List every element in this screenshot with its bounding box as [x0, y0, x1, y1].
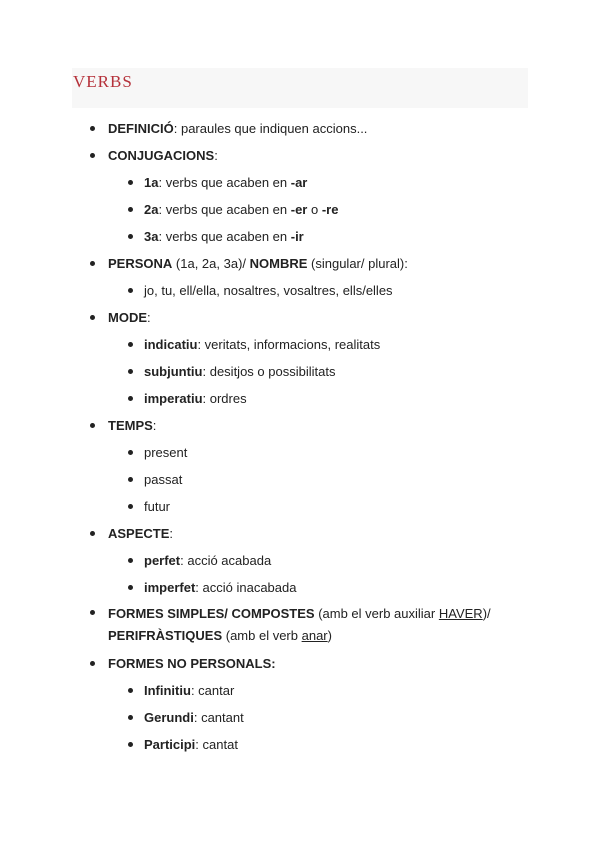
bullet-icon: [128, 715, 133, 720]
conjugacio-text: : verbs que acaben en: [158, 175, 291, 190]
list-item-gerundi: [0, 704, 600, 731]
bullet-icon: [90, 153, 95, 158]
mode-term: imperatiu: [144, 391, 203, 406]
aspecte-term: perfet: [144, 553, 181, 568]
temps-value: passat: [144, 472, 183, 487]
conjugacio-text: : verbs que acaben en: [158, 202, 291, 217]
list-item-indicatiu: [0, 331, 600, 358]
aspecte-colon: :: [169, 526, 174, 541]
conjugacio-num: 3a: [144, 229, 159, 244]
list-item-aspecte: [0, 520, 600, 547]
no-personal-text: : cantar: [190, 683, 235, 698]
conjugacio-ending: -ir: [290, 229, 304, 244]
haver-link[interactable]: HAVER: [438, 606, 483, 621]
formes-label: FORMES SIMPLES/ COMPOSTES: [108, 606, 315, 621]
list-item-formes: [0, 601, 600, 650]
conjugacio-num: 1a: [144, 175, 159, 190]
definicio-label: DEFINICIÓ: [108, 121, 174, 136]
page-title: VERBS: [73, 72, 133, 91]
bullet-icon: [128, 688, 133, 693]
list-item-definicio: [0, 115, 600, 142]
list-item-subjuntiu: [0, 358, 600, 385]
mode-text: : veritats, informacions, realitats: [197, 337, 381, 352]
bullet-icon: [128, 504, 133, 509]
bullet-icon: [128, 369, 133, 374]
verbs-list: [0, 115, 600, 758]
nombre-label: NOMBRE: [249, 256, 308, 271]
temps-value: futur: [144, 499, 171, 514]
no-personal-term: Infinitiu: [144, 683, 191, 698]
list-item-conjugacio-1: [0, 169, 600, 196]
no-personal-text: : cantant: [193, 710, 244, 725]
bullet-icon: [90, 661, 95, 666]
list-item-persones: [0, 277, 600, 304]
list-item-infinitiu: [0, 677, 600, 704]
bullet-icon: [90, 261, 95, 266]
list-item-passat: [0, 466, 600, 493]
no-personals-label: FORMES NO PERSONALS:: [108, 656, 276, 671]
bullet-icon: [90, 126, 95, 131]
list-item-conjugacio-3: [0, 223, 600, 250]
aspecte-term: imperfet: [144, 580, 196, 595]
bullet-icon: [128, 342, 133, 347]
perifrastiques-text: (amb el verb: [222, 628, 302, 643]
no-personal-term: Gerundi: [144, 710, 194, 725]
bullet-icon: [90, 315, 95, 320]
list-item-futur: [0, 493, 600, 520]
bullet-icon: [128, 450, 133, 455]
mode-term: indicatiu: [144, 337, 198, 352]
conjugacio-or: o: [307, 202, 322, 217]
persona-label: PERSONA: [108, 256, 173, 271]
persona-text: (1a, 2a, 3a)/: [172, 256, 250, 271]
list-item-persona: [0, 250, 600, 277]
temps-label: TEMPS: [108, 418, 153, 433]
temps-value: present: [144, 445, 188, 460]
bullet-icon: [128, 234, 133, 239]
bullet-icon: [128, 585, 133, 590]
list-item-conjugacions: [0, 142, 600, 169]
mode-text: : ordres: [202, 391, 247, 406]
perifrastiques-close: ): [327, 628, 332, 643]
temps-colon: :: [152, 418, 157, 433]
list-item-present: [0, 439, 600, 466]
list-item-no-personals: [0, 650, 600, 677]
mode-label: MODE: [108, 310, 147, 325]
anar-link[interactable]: anar: [301, 628, 328, 643]
aspecte-label: ASPECTE: [108, 526, 170, 541]
conjugacions-colon: :: [214, 148, 218, 163]
conjugacio-text: : verbs que acaben en: [158, 229, 291, 244]
list-item-temps: [0, 412, 600, 439]
mode-text: : desitjos o possibilitats: [202, 364, 336, 379]
list-item-imperfet: [0, 574, 600, 601]
conjugacio-ending: -er: [290, 202, 308, 217]
no-personal-text: : cantat: [195, 737, 238, 752]
aspecte-text: : acció acabada: [180, 553, 272, 568]
definicio-text: : paraules que indiquen accions...: [173, 121, 368, 136]
no-personal-term: Participi: [144, 737, 196, 752]
mode-colon: :: [147, 310, 151, 325]
bullet-icon: [90, 610, 95, 615]
bullet-icon: [128, 558, 133, 563]
conjugacio-ending: -ar: [290, 175, 308, 190]
formes-sep: )/: [482, 606, 491, 621]
nombre-text: (singular/ plural):: [307, 256, 408, 271]
bullet-icon: [128, 180, 133, 185]
list-item-conjugacio-2: [0, 196, 600, 223]
bullet-icon: [128, 396, 133, 401]
aspecte-text: : acció inacabada: [195, 580, 297, 595]
bullet-icon: [90, 423, 95, 428]
bullet-icon: [128, 288, 133, 293]
list-item-participi: [0, 731, 600, 758]
list-item-perfet: [0, 547, 600, 574]
bullet-icon: [90, 531, 95, 536]
persones-text: jo, tu, ell/ella, nosaltres, vosaltres, ells/elles: [144, 283, 393, 298]
bullet-icon: [128, 477, 133, 482]
bullet-icon: [128, 207, 133, 212]
perifrastiques-label: PERIFRÀSTIQUES: [108, 628, 223, 643]
conjugacions-label: CONJUGACIONS: [108, 148, 215, 163]
list-item-mode: [0, 304, 600, 331]
bullet-icon: [128, 742, 133, 747]
conjugacio-num: 2a: [144, 202, 159, 217]
list-item-imperatiu: [0, 385, 600, 412]
title-band: [72, 68, 528, 108]
conjugacio-ending-2: -re: [321, 202, 339, 217]
mode-term: subjuntiu: [144, 364, 203, 379]
formes-text: (amb el verb auxiliar: [314, 606, 439, 621]
